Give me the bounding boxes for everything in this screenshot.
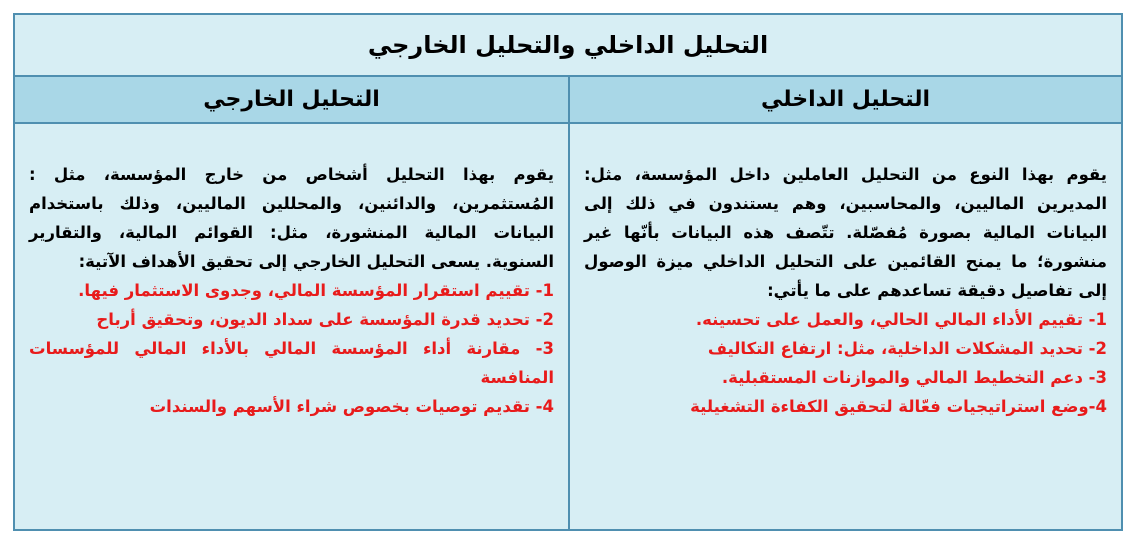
internal-description: يقوم بهذا النوع من التحليل العاملين داخل المؤسسة، مثل: المديرين الماليين، والمحاسبين، وهم يستندون في ذلك إلى البيانات المالية بصورة مُفصّلة. تتّصف هذه البيانات بأنّها غير منشورة؛ ما يمنح القائمين على التحليل الداخلي ميزة الوصول إلى تفاصيل دقيقة تساعدهم على ما يأتي: [584,165,1107,300]
internal-goal-2: 2- تحديد المشكلات الداخلية، مثل: ارتفاع التكاليف [707,339,1107,358]
internal-goal-3: 3- دعم التخطيط المالي والموازنات المستقبلية. [721,368,1107,387]
internal-goal-1: 1- تقييم الأداء المالي الحالي، والعمل على تحسينه. [695,310,1107,329]
external-analysis-header: التحليل الخارجي [203,87,380,112]
internal-goal-4: 4-وضع استراتيجيات فعّالة لتحقيق الكفاءة التشغيلية [690,397,1107,416]
internal-analysis-cell [568,124,1121,529]
external-goal-2: 2- تحديد قدرة المؤسسة على سداد الديون، وتحقيق أرباح [96,310,554,329]
internal-analysis-header: التحليل الداخلي [568,77,1121,122]
content-row [15,124,1121,529]
external-analysis-cell [15,124,568,529]
external-goal-1: 1- تقييم استقرار المؤسسة المالي، وجدوى الاستثمار فيها. [78,281,554,300]
header-row [15,77,1121,124]
table-title: التحليل الداخلي والتحليل الخارجي [15,15,1121,77]
comparison-table [13,13,1123,531]
external-goal-4: 4- تقديم توصيات بخصوص شراء الأسهم والسندات [149,397,554,416]
external-description: يقوم بهذا التحليل أشخاص من خارج المؤسسة، مثل : المُستثمرين، والدائنين، والمحللين الماليين، وذلك باستخدام البيانات المالية المنشورة، مثل: القوائم المالية، والتقارير السنوية. يسعى التحليل الخارجي إلى تحقيق الأهداف الآتية: [29,165,554,271]
external-goal-3: 3- مقارنة أداء المؤسسة المالي بالأداء المالي للمؤسسات المنافسة [29,339,554,387]
